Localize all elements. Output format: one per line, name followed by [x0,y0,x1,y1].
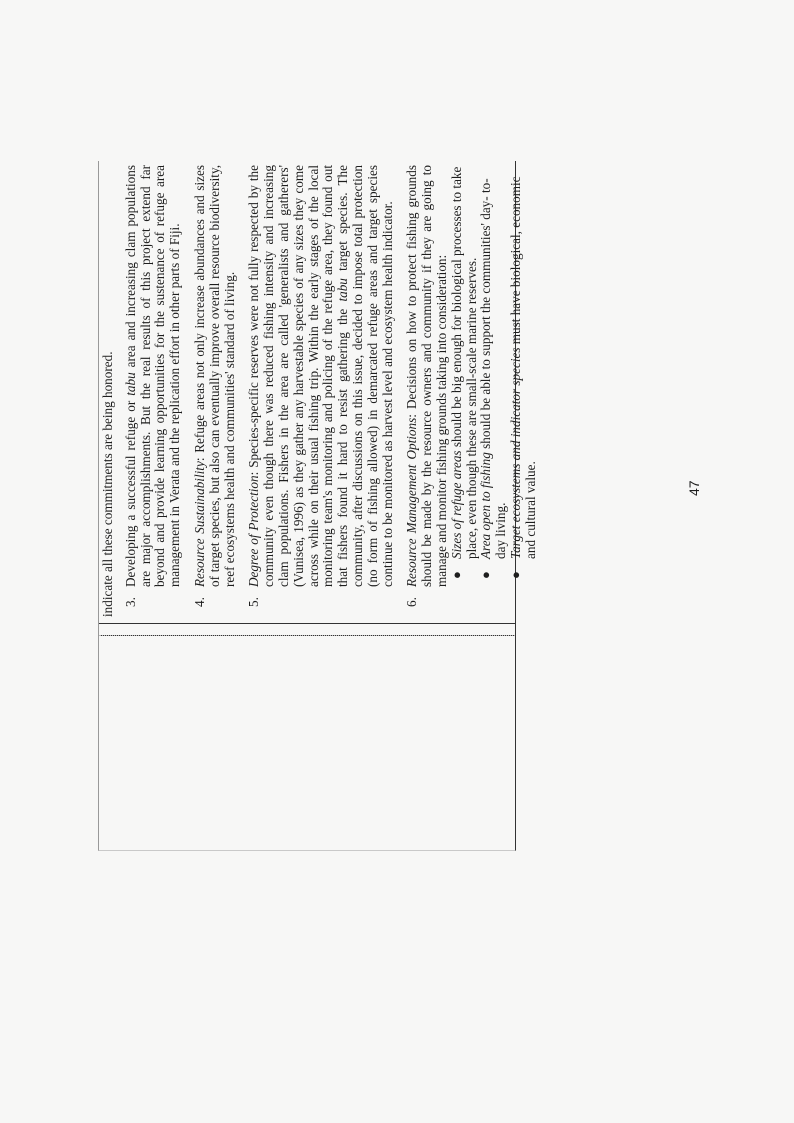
item-number: 3. [122,597,138,607]
bullet-text: must have biological, economic and cultural value. [507,176,538,559]
bullet-icon: ● [507,571,523,579]
item-text: : Refuge areas not only increase abundances and sizes of target species, but also can eventually improve overall resource biodiversity, reef ecosystems health and communities' standard of living. [191,164,237,587]
bullet-item [509,165,539,587]
item-number: 6. [404,597,420,607]
table-right-column [99,161,538,624]
page-number: 47 [686,480,702,496]
numbered-list [124,165,539,617]
bullet-icon: ● [478,571,494,579]
item-number: 5. [246,597,262,607]
bullet-item [450,165,480,587]
bullet-heading: Sizes of refuge areas [448,450,464,559]
list-item-4 [193,165,237,617]
item-text: Developing a successful refuge or [122,395,138,587]
list-item-5 [247,165,395,617]
item-text: : Species-specific reserves were not fully respected by the community even though there was reduced fishing intensity and increasing clam populations. Fishers in the area are called 'generalists and gatherers' (Vunisea, 1996) as they gather any harvestable species of any sizes they come across while on their usual fishing trip. Within the early stages of the local monitoring team's monitoring and policing of the refuge area, they found out that fishers found it hard to resist gathering the [246,165,351,587]
column-divider [99,635,515,636]
lead-sentence: indicate all these commitments are being honored. [100,351,115,617]
bullet-icon: ● [448,571,464,579]
item-heading: Resource Sustainability [191,461,207,587]
bullet-list [450,165,539,587]
item-heading: Resource Management Options [404,417,420,587]
list-item-6 [405,165,538,617]
bullet-item [479,165,509,587]
item-text: target species. The community, after discussions on this issue, decided to impose total protection (no form of fishing allowed) in demarcated refuge areas and target species continue to be monitored as harvest level and ecosystem health indicator. [335,165,395,587]
item-term: tabu [122,372,138,396]
item-term: tabu [335,278,351,302]
table-left-column [99,635,515,850]
bullet-text: should be able to support the communities' day- to- day living. [478,178,509,559]
item-heading: Degree of Protection [246,475,262,587]
bullet-heading: Target ecosystems and indicator species [507,347,523,559]
bullet-heading: Area open to fishing [478,452,494,559]
item-text: area and increasing clam populations are major accomplishments. But the real results of this project extend far beyond and provide learning opportunities for the sustenance of refuge area management in Verata and the replication effort in other parts of Fiji. [122,165,183,587]
bullet-text: should be big enough for biological processes to take place, even though these are small-scale marine reserves. [448,166,479,559]
list-item-3 [124,165,183,617]
content-table [98,161,538,851]
item-number: 4. [191,597,207,607]
item-text: : Decisions on how to protect fishing grounds should be made by the resource owners and community if they are going to manage and monitor fishing grounds taking into consideration: [404,165,449,587]
